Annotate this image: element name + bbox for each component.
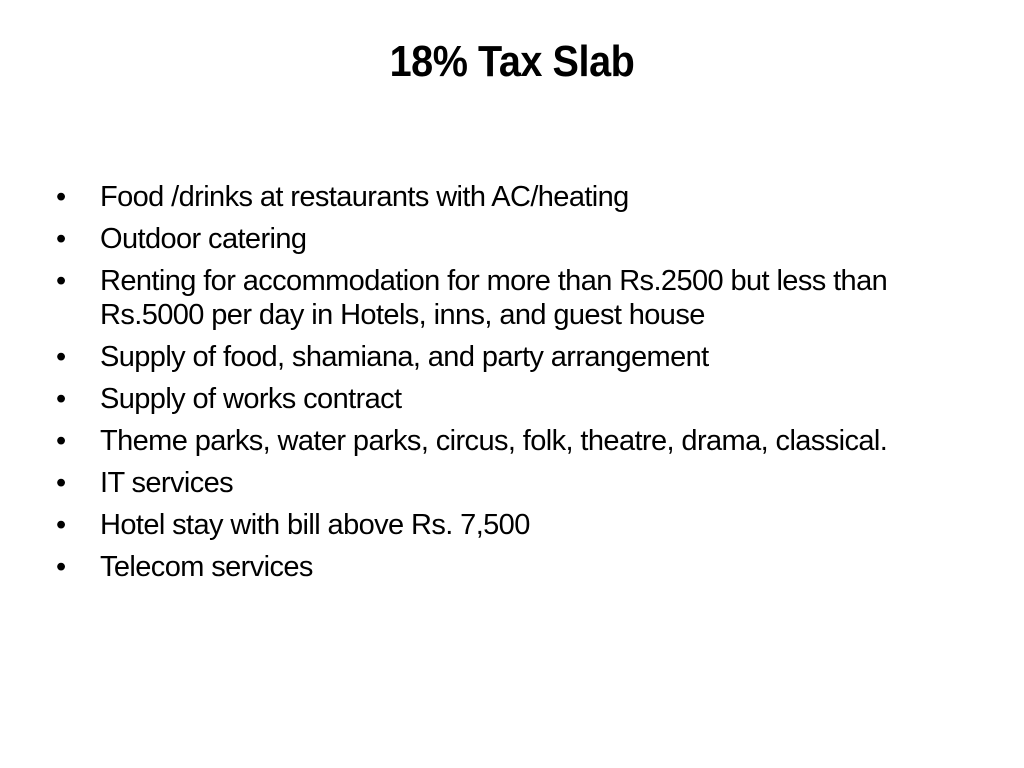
bullet-item — [56, 550, 976, 584]
bullet-dot-icon: • — [56, 265, 67, 297]
bullet-dot-icon: • — [56, 181, 67, 213]
bullet-item — [56, 180, 976, 214]
bullet-item — [56, 508, 976, 542]
bullet-item — [56, 466, 976, 500]
bullet-dot-icon: • — [56, 551, 67, 583]
bullet-dot-icon: • — [56, 341, 67, 373]
bullet-dot-icon: • — [56, 223, 67, 255]
bullet-text: Theme parks, water parks, circus, folk, theatre, drama, classical. — [100, 425, 888, 457]
bullet-text: Telecom services — [100, 551, 313, 583]
bullet-text: Renting for accommodation for more than Rs.2500 but less than Rs.5000 per day in Hotels, inns, and guest house — [100, 265, 888, 331]
bullet-item — [56, 424, 976, 458]
bullet-text: Supply of works contract — [100, 383, 402, 415]
bullet-dot-icon: • — [56, 467, 67, 499]
bullet-text: Outdoor catering — [100, 223, 307, 255]
bullet-item — [56, 222, 976, 256]
bullet-text: Hotel stay with bill above Rs. 7,500 — [100, 509, 530, 541]
bullet-item — [56, 382, 976, 416]
bullet-text: IT services — [100, 467, 234, 499]
bullet-item — [56, 264, 976, 332]
bullet-dot-icon: • — [56, 425, 67, 457]
bullet-text: Food /drinks at restaurants with AC/heating — [100, 181, 629, 213]
slide-title: 18% Tax Slab — [389, 37, 635, 86]
bullet-dot-icon: • — [56, 383, 67, 415]
bullet-item — [56, 340, 976, 374]
bullet-dot-icon: • — [56, 509, 67, 541]
bullet-text: Supply of food, shamiana, and party arrangement — [100, 341, 709, 373]
bullet-list — [56, 180, 976, 592]
